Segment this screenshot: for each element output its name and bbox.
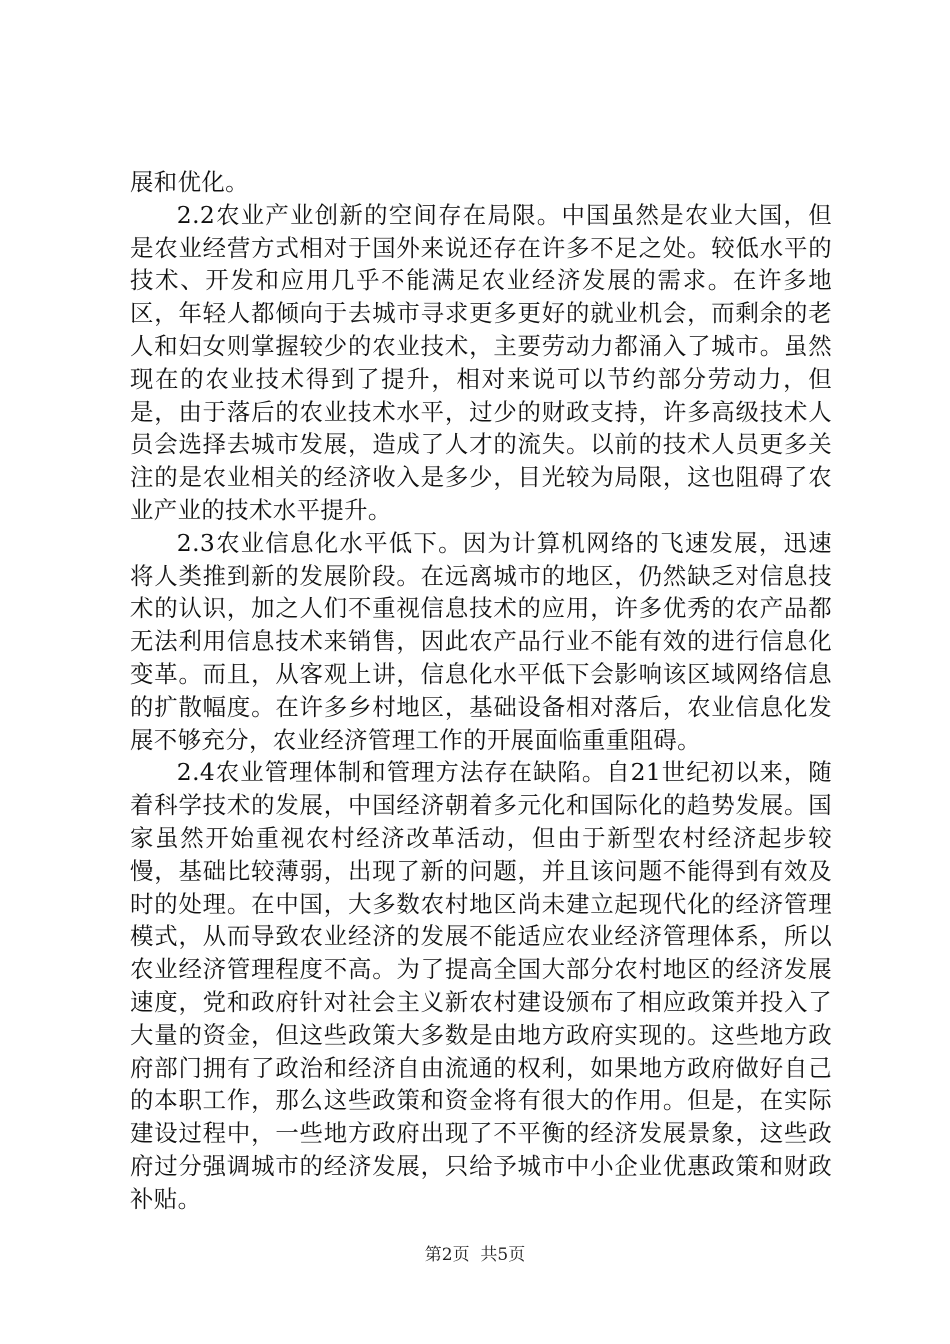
paragraph-2-4: 2.4农业管理体制和管理方法存在缺陷。自21世纪初以来，随着科学技术的发展，中国经济朝着多元化和国际化的趋势发展。国家虽然开始重视农村经济改革活动，但由于新型农村经济起步较慢，基础比较薄弱，出现了新的问题，并且该问题不能得到有效及时的处理。在中国，大多数农村地区尚未建立起现代化的经济管理模式，从而导致农业经济的发展不能适应农业经济管理体系，所以农业经济管理程度不高。为了提高全国大部分农村地区的经济发展速度，党和政府针对社会主义新农村建设颁布了相应政策并投入了大量的资金，但这些政策大多数是由地方政府实现的。这些地方政府部门拥有了政治和经济自由流通的权利，如果地方政府做好自己的本职工作，那么这些政策和资金将有很大的作用。但是，在实际建设过程中，一些地方政府出现了不平衡的经济发展景象，这些政府过分强调城市的经济发展，只给予城市中小企业优惠政策和财政补贴。 bbox=[130, 758, 832, 1213]
page-number-footer: 第2页 共5页 bbox=[424, 1245, 526, 1265]
document-body bbox=[130, 166, 832, 1216]
paragraph-continuation: 展和优化。 bbox=[130, 168, 249, 196]
paragraph-2-3: 2.3农业信息化水平低下。因为计算机网络的飞速发展，迅速将人类推到新的发展阶段。在远离城市的地区，仍然缺乏对信息技术的认识，加之人们不重视信息技术的应用，许多优秀的农产品都无法利用信息技术来销售，因此农产品行业不能有效的进行信息化变革。而且，从客观上讲，信息化水平低下会影响该区域网络信息的扩散幅度。在许多乡村地区，基础设备相对落后，农业信息化发展不够充分，农业经济管理工作的开展面临重重阻碍。 bbox=[130, 528, 832, 754]
paragraph-2-2: 2.2农业产业创新的空间存在局限。中国虽然是农业大国，但是农业经营方式相对于国外来说还存在许多不足之处。较低水平的技术、开发和应用几乎不能满足农业经济发展的需求。在许多地区，年轻人都倾向于去城市寻求更多更好的就业机会，而剩余的老人和妇女则掌握较少的农业技术，主要劳动力都涌入了城市。虽然现在的农业技术得到了提升，相对来说可以节约部分劳动力，但是，由于落后的农业技术水平，过少的财政支持，许多高级技术人员会选择去城市发展，造成了人才的流失。以前的技术人员更多关注的是农业相关的经济收入是多少，目光较为局限，这也阻碍了农业产业的技术水平提升。 bbox=[130, 200, 832, 524]
